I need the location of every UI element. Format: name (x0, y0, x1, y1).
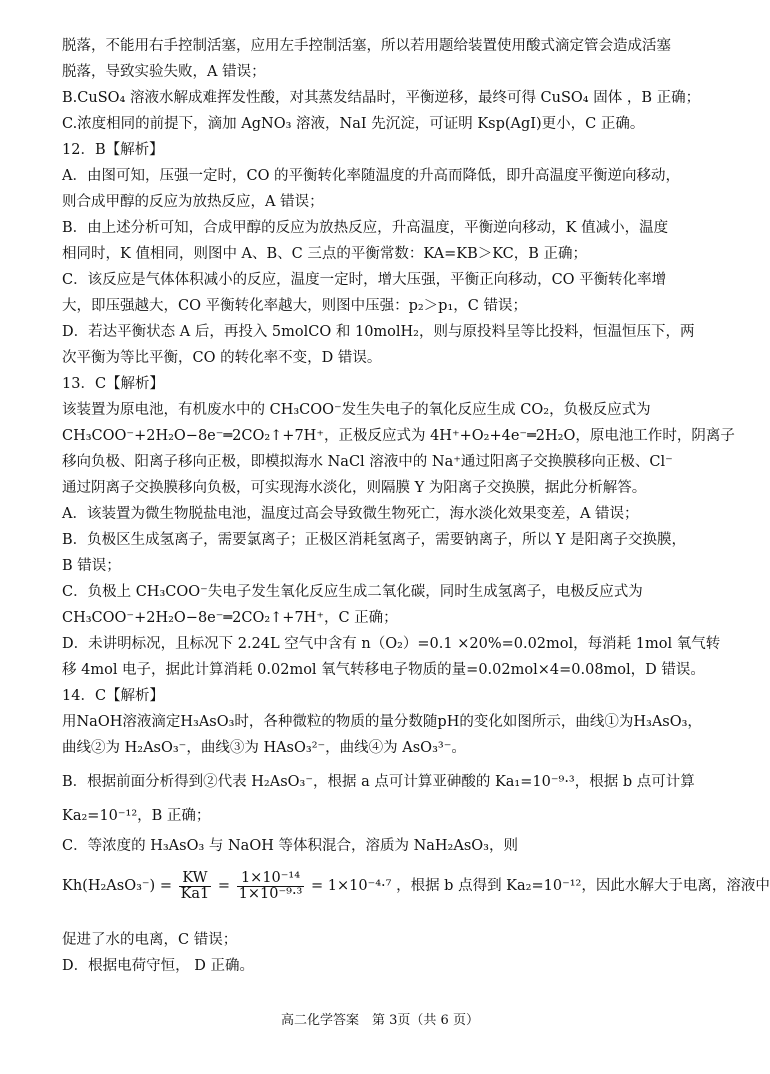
fraction-kw-ka1 (179, 871, 212, 902)
text-line: 促进了水的电离，C 错误； (62, 932, 238, 948)
text-line: 相同时，K 值相同，则图中 A、B、C 三点的平衡常数：KA=KB＞KC，B 正确； (62, 246, 588, 262)
text-line: C.浓度相同的前提下，滴加 AgNO₃ 溶液，NaI 先沉淀，可证明 Ksp(AgI)更小，C 正确。 (62, 116, 645, 132)
fraction-numerator: 1×10⁻¹⁴ (237, 871, 305, 887)
text-line: 通过阴离子交换膜移向负极，可实现海水淡化，则隔膜 Y 为阳离子交换膜，据此分析解答。 (62, 480, 647, 496)
hydrolysis-formula-line (62, 866, 770, 906)
text-line: CH₃COO⁻+2H₂O−8e⁻═2CO₂↑+7H⁺，正极反应式为 4H⁺+O₂+4e⁻═2H₂O，原电池工作时，阴离子 (62, 428, 735, 444)
question-heading: 14．C【解析】 (62, 688, 165, 704)
text-line: D．根据电荷守恒， D 正确。 (62, 958, 254, 974)
text-line: Ka₂=10⁻¹²，B 正确； (62, 808, 211, 824)
text-line: CH₃COO⁻+2H₂O−8e⁻═2CO₂↑+7H⁺，C 正确； (62, 610, 398, 626)
fraction-denominator: 1×10⁻⁹·³ (238, 885, 303, 902)
text-line: B．根据前面分析得到②代表 H₂AsO₃⁻，根据 a 点可计算亚砷酸的 Ka₁=10⁻⁹·³，根据 b 点可计算 (62, 774, 695, 790)
fraction-values (237, 871, 305, 902)
text-line: C．该反应是气体体积减小的反应，温度一定时，增大压强，平衡正向移动，CO 平衡转化率增 (62, 272, 667, 288)
text-line: 移向负极、阳离子移向正极，即模拟海水 NaCl 溶液中的 Na⁺通过阳离子交换膜移向正极、Cl⁻ (62, 454, 673, 470)
text-line: 脱落，不能用右手控制活塞，应用左手控制活塞，所以若用题给装置使用酸式滴定管会造成活塞 (62, 38, 671, 54)
text-line: D．未讲明标况，且标况下 2.24L 空气中含有 n（O₂）=0.1 ×20%=0.02mol，每消耗 1mol 氧气转 (62, 636, 721, 652)
formula-lhs: Kh(H₂AsO₃⁻) = (62, 878, 172, 894)
text-line: 曲线②为 H₂AsO₃⁻，曲线③为 HAsO₃²⁻，曲线④为 AsO₃³⁻。 (62, 740, 466, 756)
text-line: A．该装置为微生物脱盐电池，温度过高会导致微生物死亡，海水淡化效果变差，A 错误； (62, 506, 639, 522)
text-line: 该装置为原电池，有机废水中的 CH₃COO⁻发生失电子的氧化反应生成 CO₂，负极反应式为 (62, 402, 651, 418)
text-line: B．负极区生成氢离子，需要氯离子；正极区消耗氢离子，需要钠离子，所以 Y 是阳离子交换膜， (62, 532, 686, 548)
text-line: B．由上述分析可知，合成甲醇的反应为放热反应，升高温度，平衡逆向移动，K 值减小，温度 (62, 220, 669, 236)
text-line: 用NaOH溶液滴定H₃AsO₃时，各种微粒的物质的量分数随pH的变化如图所示，曲线①为H₃AsO₃， (62, 714, 702, 730)
text-line: A．由图可知，压强一定时，CO 的平衡转化率随温度的升高而降低，即升高温度平衡逆向移动， (62, 168, 681, 184)
text-line: B 错误； (62, 558, 121, 574)
text-line: 次平衡为等比平衡，CO 的转化率不变，D 错误。 (62, 350, 382, 366)
text-line: C．等浓度的 H₃AsO₃ 与 NaOH 等体积混合，溶质为 NaH₂AsO₃，则 (62, 838, 518, 854)
formula-tail-text: ，根据 b 点得到 Ka₂=10⁻¹²，因此水解大于电离，溶液中 (396, 878, 770, 894)
text-line: 移 4mol 电子，据此计算消耗 0.02mol 氧气转移电子物质的量=0.02mol×4=0.08mol，D 错误。 (62, 662, 705, 678)
text-line: 大，即压强越大，CO 平衡转化率越大，则图中压强：p₂＞p₁，C 错误； (62, 298, 527, 314)
formula-result: = 1×10⁻⁴·⁷ (310, 878, 392, 894)
fraction-denominator: Ka1 (180, 885, 210, 902)
text-line: 脱落，导致实验失败，A 错误； (62, 64, 266, 80)
question-heading: 12．B【解析】 (62, 142, 164, 158)
text-line: B.CuSO₄ 溶液水解成难挥发性酸，对其蒸发结晶时，平衡逆移，最终可得 CuSO₄ 固体 ，B 正确； (62, 90, 701, 106)
page-footer: 高二化学答案 第 3页（共 6 页） (281, 1013, 479, 1028)
text-line: D．若达平衡状态 A 后，再投入 5molCO 和 10molH₂，则与原投料呈等比投料，恒温恒压下，两 (62, 324, 695, 340)
fraction-numerator: KW (179, 871, 212, 887)
equals-sign: = (217, 878, 231, 894)
question-heading: 13．C【解析】 (62, 376, 165, 392)
text-line: C．负极上 CH₃COO⁻失电子发生氧化反应生成二氧化碳，同时生成氢离子，电极反应式为 (62, 584, 643, 600)
text-line: 则合成甲醇的反应为放热反应，A 错误； (62, 194, 324, 210)
